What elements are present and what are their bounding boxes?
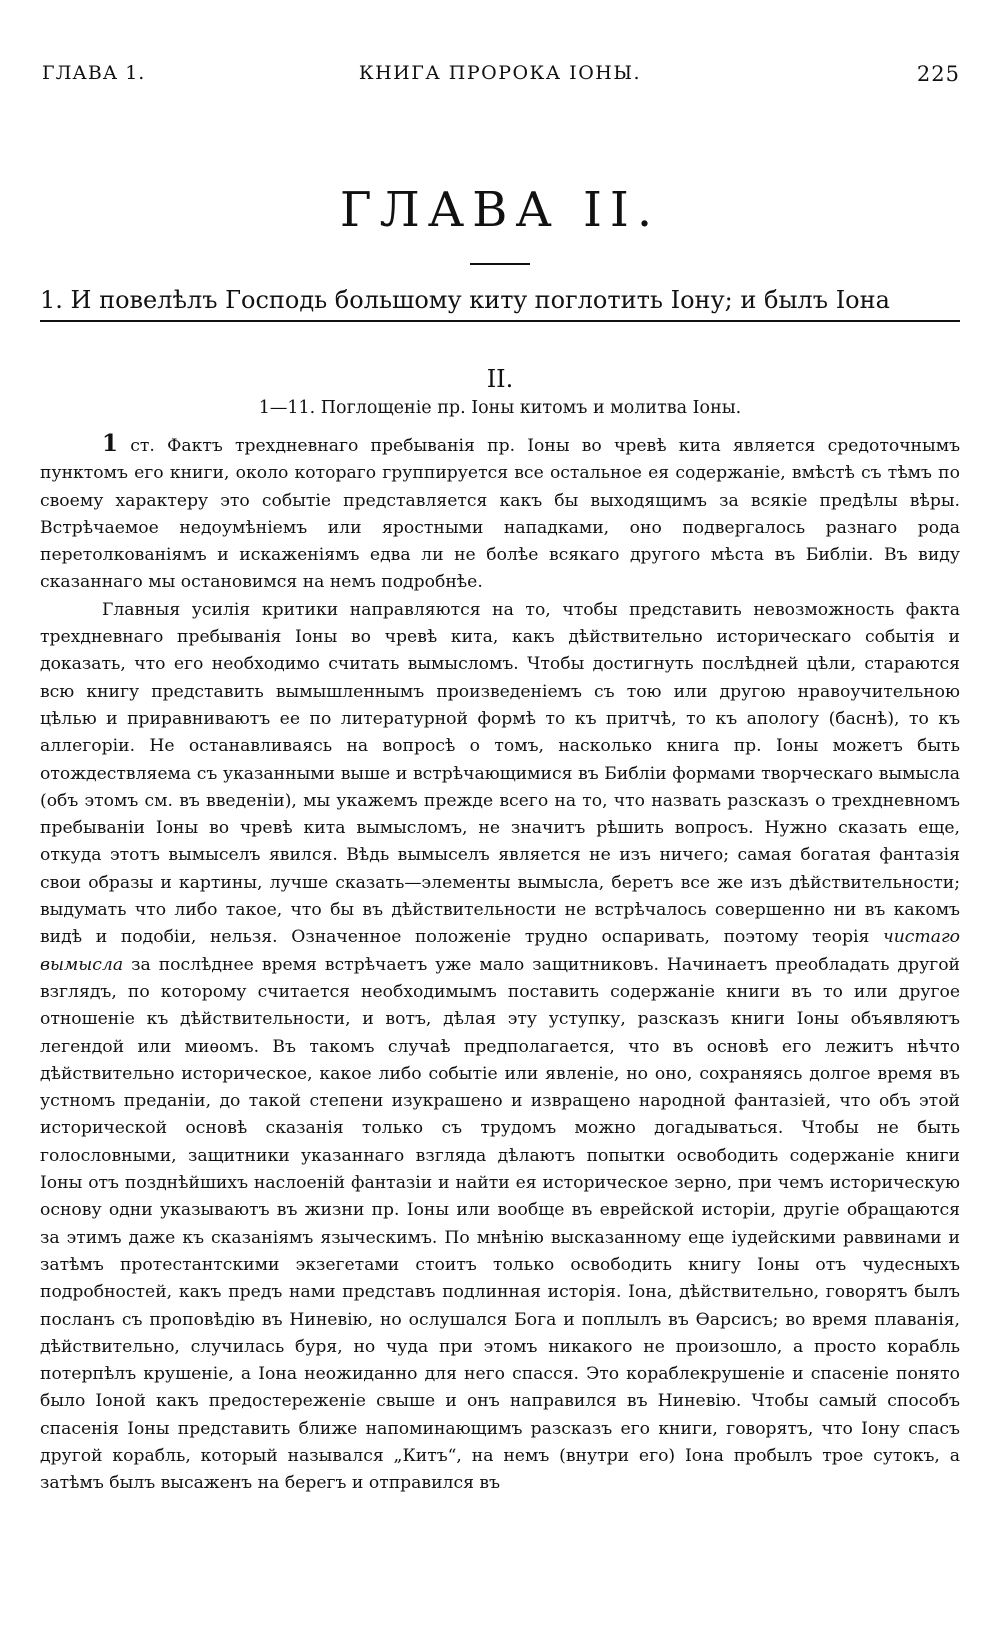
page-number: 225 xyxy=(916,62,960,86)
book-page xyxy=(40,0,960,1629)
commentary-paragraph-1-text: ст. Фактъ трехдневнаго пребыванія пр. Іоны во чревѣ кита является средоточнымъ пунктомъ его книги, около котораго группируется все остальное ея содержаніе, вмѣстѣ съ тѣмъ по своему характеру это событіе представляется какъ бы выходящимъ за всякіе предѣлы вѣры. Встрѣчаемое недоумѣніемъ или яростными нападками, оно подвергалось разнаго рода перетолкованіямъ и искаженіямъ едва ли не болѣе всякаго другого мѣста въ Библіи. Въ виду сказаннаго мы остановимся на немъ подробнѣе. xyxy=(40,436,960,593)
chapter-title: ГЛАВА II. xyxy=(339,182,661,238)
verse-divider xyxy=(40,320,960,322)
commentary-paragraph-2 xyxy=(40,597,960,1498)
commentary-paragraph-2-text-a: Главныя усилія критики направляются на то, чтобы представить невозможность факта трехдневнаго пребыванія Іоны во чревѣ кита, какъ дѣйствительно историческаго событія и доказать, что его необходимо считать вымысломъ. Чтобы достигнуть послѣдней цѣли, стараются всю книгу представить вымышленнымъ произведеніемъ съ тою или другою нравоучительною цѣлью и приравниваютъ ее по литературной формѣ то къ притчѣ, то къ апологу (баснѣ), то къ аллегоріи. Не останавливаясь на вопросѣ о томъ, насколько книга пр. Іоны можетъ быть отождествляема съ указанными выше и встрѣчающимися въ Библіи формами творческаго вымысла (объ этомъ см. въ введеніи), мы укажемъ прежде всего на то, что назвать разсказъ о трехдневномъ пребываніи Іоны во чревѣ кита вымысломъ, не значитъ рѣшить вопросъ. Нужно сказать еще, откуда этотъ вымыселъ явился. Вѣдь вымыселъ является не изъ ничего; самая богатая фантазія свои образы и картины, лучше сказать—элементы вымысла, беретъ все же изъ дѣйствительности; выдумать что либо такое, что бы въ дѣйствительности не встрѣчалось совершенно ни въ какомъ видѣ и подобіи, нельзя. Означенное положеніе трудно оспаривать, поэтому теорія xyxy=(40,599,960,948)
running-head-chapter: ГЛАВА 1. xyxy=(42,62,146,84)
section-heading: 1—11. Поглощеніе пр. Іоны китомъ и молитва Іоны. xyxy=(258,398,742,418)
verse-text: 1. И повелѣлъ Господь большому китy поглотить Іону; и былъ Іона xyxy=(40,286,890,314)
running-head xyxy=(40,62,960,92)
commentary-paragraph-1 xyxy=(40,430,960,597)
title-divider xyxy=(470,263,530,265)
section-number: II. xyxy=(486,365,514,393)
commentary-body xyxy=(40,430,960,1498)
running-head-book-title: КНИГА ПРОРОКА ІОНЫ. xyxy=(358,62,642,84)
verse-lead-number: 1 xyxy=(102,430,119,457)
emphasized-term: чистаго вымысла xyxy=(40,927,960,975)
commentary-paragraph-2-text-b: за послѣднее время встрѣчаетъ уже мало защитниковъ. Начинаетъ преобладать другой взглядъ, по которому считается необходимымъ поставить содержаніе книги въ то или другое отношеніе къ дѣйствительности, и вотъ, дѣлая эту уступку, разсказъ книги Іоны объявляютъ легендой или миѳомъ. Въ такомъ случаѣ предполагается, что въ основѣ его лежитъ нѣчто дѣйствительно историческое, какое либо событіе или явленіе, но оно, сохраняясь долгое время въ устномъ преданіи, до такой степени изукрашено и извращено народной фантазіей, что объ этой исторической основѣ сказанія только съ трудомъ можно догадываться. Чтобы не быть голословными, защитники указаннаго взгляда дѣлаютъ попытки освободить содержаніе книги Іоны отъ позднѣйшихъ наслоеній фантазіи и найти ея историческое зерно, при чемъ историческую основу одни указываютъ въ жизни пр. Іоны или вообще въ еврейской исторіи, другіе обращаются за этимъ даже къ сказаніямъ языческимъ. По мнѣнію высказанному еще іудейскими раввинами и затѣмъ протестантскими экзегетами стоитъ только освободить книгу Іоны отъ чудесныхъ подробностей, какъ предъ нами представъ подлинная исторія. Іона, дѣйствительно, говорятъ былъ посланъ съ проповѣдію въ Ниневію, но ослушался Бога и поплылъ въ Ѳарсисъ; во время плаванія, дѣйствительно, случилась буря, но чуда при этомъ никакого не произошло, а просто корабль потерпѣлъ крушеніе, а Іона неожиданно для него спасся. Это кораблекрушеніе и спасеніе понято было Іоной какъ предостереженіе свыше и онъ направился въ Ниневію. Чтобы самый способъ спасенія Іоны представить ближе напоминающимъ разсказъ его книги, говорятъ, что Іону спасъ другой корабль, который назывался „Китъ“, на немъ (внутри его) Іона пробылъ трое сутокъ, а затѣмъ былъ высаженъ на берегъ и отправился въ xyxy=(40,954,960,1494)
